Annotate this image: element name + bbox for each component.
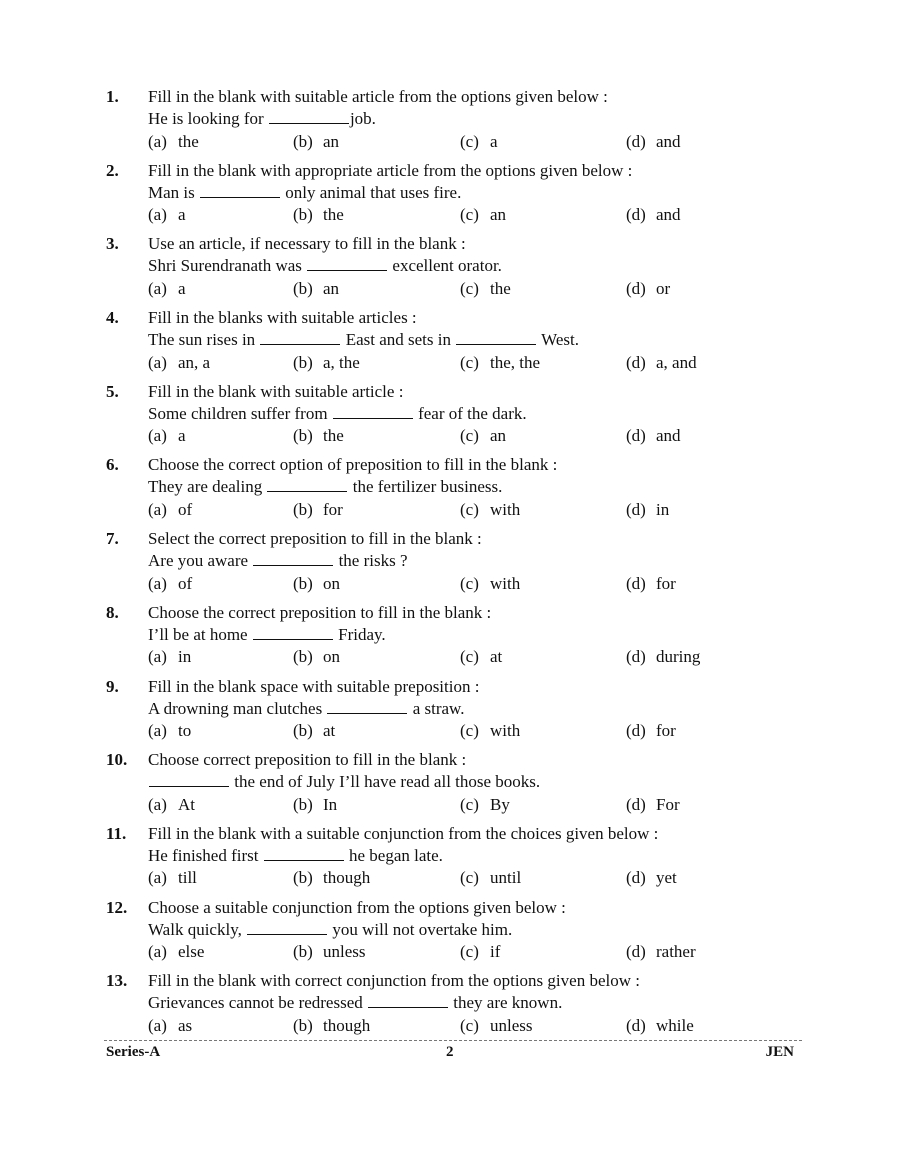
option-label: (d) bbox=[626, 573, 646, 593]
sentence-text: Shri Surendranath was bbox=[148, 256, 307, 276]
question-number: 3. bbox=[106, 234, 119, 254]
question-prompt: Fill in the blank with appropriate article from the options given below : bbox=[148, 160, 633, 180]
options-row bbox=[0, 278, 900, 300]
option-text: a bbox=[178, 278, 186, 298]
option-label: (a) bbox=[148, 352, 167, 372]
option-d bbox=[626, 352, 697, 374]
options-row bbox=[0, 499, 900, 521]
question-item bbox=[0, 823, 900, 897]
sentence-text: The sun rises in bbox=[148, 330, 260, 350]
option-d bbox=[626, 646, 700, 668]
option-label: (b) bbox=[293, 1015, 313, 1035]
option-text: unless bbox=[323, 942, 366, 962]
option-text: though bbox=[323, 868, 371, 888]
sentence-text: a straw. bbox=[408, 698, 465, 718]
option-c bbox=[460, 867, 521, 889]
option-label: (a) bbox=[148, 647, 167, 667]
question-item bbox=[0, 86, 900, 160]
option-label: (d) bbox=[626, 205, 646, 225]
option-text: for bbox=[656, 573, 676, 593]
option-label: (b) bbox=[293, 426, 313, 446]
sentence-text: only animal that uses fire. bbox=[281, 182, 462, 202]
option-d bbox=[626, 131, 681, 153]
sentence-text: the risks ? bbox=[334, 551, 408, 571]
sentence-text: Some children suffer from bbox=[148, 403, 332, 423]
question-item bbox=[0, 970, 900, 1044]
option-b bbox=[293, 499, 343, 521]
options-row bbox=[0, 794, 900, 816]
sentence-text: the end of July I’ll have read all those books. bbox=[230, 772, 541, 792]
answer-blank bbox=[200, 182, 280, 198]
question-item bbox=[0, 528, 900, 602]
question-item bbox=[0, 307, 900, 381]
option-text: At bbox=[178, 794, 195, 814]
question-list bbox=[0, 86, 900, 1044]
sentence-text: Walk quickly, bbox=[148, 919, 247, 939]
option-label: (d) bbox=[626, 721, 646, 740]
question-prompt: Select the correct preposition to fill in the blank : bbox=[148, 529, 482, 549]
sentence-text: He finished first bbox=[148, 845, 263, 865]
option-a bbox=[148, 720, 191, 742]
question-number: 12. bbox=[106, 897, 128, 917]
sentence-text: I’ll be at home bbox=[148, 624, 252, 644]
sentence-text: Friday. bbox=[333, 624, 386, 644]
question-prompt: Fill in the blank with suitable article from the options given below : bbox=[148, 87, 608, 106]
answer-blank bbox=[307, 255, 387, 271]
answer-blank bbox=[253, 624, 333, 640]
option-label: (a) bbox=[148, 794, 167, 814]
question-item bbox=[0, 749, 900, 823]
option-a bbox=[148, 204, 186, 226]
option-text: on bbox=[323, 647, 340, 667]
sentence-text: excellent orator. bbox=[388, 256, 502, 276]
answer-blank bbox=[333, 403, 413, 419]
question-number: 1. bbox=[106, 87, 119, 106]
option-label: (b) bbox=[293, 721, 313, 740]
options-row bbox=[0, 720, 900, 742]
option-label: (c) bbox=[460, 352, 479, 372]
option-label: (c) bbox=[460, 721, 479, 740]
option-text: the, the bbox=[490, 352, 541, 372]
option-c bbox=[460, 131, 498, 153]
option-label: (a) bbox=[148, 278, 167, 298]
question-prompt: Fill in the blank with suitable article : bbox=[148, 381, 404, 401]
question-item bbox=[0, 602, 900, 676]
option-text: at bbox=[490, 647, 503, 667]
option-text: and bbox=[656, 205, 681, 225]
question-sentence bbox=[148, 476, 502, 498]
option-text: to bbox=[178, 721, 192, 740]
option-text: as bbox=[178, 1015, 193, 1035]
option-text: a, and bbox=[656, 352, 697, 372]
question-sentence bbox=[148, 182, 461, 204]
option-c bbox=[460, 499, 520, 521]
options-row bbox=[0, 941, 900, 963]
question-sentence bbox=[148, 698, 464, 720]
option-text: if bbox=[490, 942, 501, 962]
option-label: (b) bbox=[293, 573, 313, 593]
option-label: (d) bbox=[626, 647, 646, 667]
option-text: in bbox=[178, 647, 192, 667]
option-d bbox=[626, 794, 680, 816]
sentence-text: He is looking for bbox=[148, 109, 268, 128]
option-d bbox=[626, 720, 676, 742]
sentence-text: They are dealing bbox=[148, 477, 267, 497]
question-sentence bbox=[148, 845, 443, 867]
option-text: in bbox=[656, 499, 670, 519]
option-text: on bbox=[323, 573, 340, 593]
question-sentence bbox=[148, 403, 527, 425]
option-label: (b) bbox=[293, 352, 313, 372]
option-a bbox=[148, 352, 210, 374]
option-b bbox=[293, 720, 335, 742]
options-row bbox=[0, 1015, 900, 1037]
question-sentence bbox=[148, 624, 386, 646]
option-label: (c) bbox=[460, 794, 479, 814]
option-text: By bbox=[490, 794, 510, 814]
option-text: In bbox=[323, 794, 338, 814]
option-text: else bbox=[178, 942, 205, 962]
option-text: at bbox=[323, 721, 336, 740]
option-text: the bbox=[323, 205, 344, 225]
option-text: of bbox=[178, 573, 193, 593]
options-row bbox=[0, 352, 900, 374]
answer-blank bbox=[149, 771, 229, 787]
option-label: (d) bbox=[626, 1015, 646, 1035]
option-a bbox=[148, 867, 197, 889]
option-text: until bbox=[490, 868, 522, 888]
question-sentence bbox=[148, 992, 562, 1014]
options-row bbox=[0, 867, 900, 889]
option-text: unless bbox=[490, 1015, 533, 1035]
option-label: (b) bbox=[293, 131, 313, 151]
option-label: (b) bbox=[293, 942, 313, 962]
sentence-text: Man is bbox=[148, 182, 199, 202]
option-text: while bbox=[656, 1015, 694, 1035]
option-label: (c) bbox=[460, 868, 479, 888]
options-row bbox=[0, 573, 900, 595]
option-text: during bbox=[656, 647, 701, 667]
question-item bbox=[0, 897, 900, 971]
option-label: (c) bbox=[460, 205, 479, 225]
options-row bbox=[0, 131, 900, 153]
option-label: (a) bbox=[148, 721, 167, 740]
question-item bbox=[0, 233, 900, 307]
option-d bbox=[626, 278, 670, 300]
option-label: (c) bbox=[460, 278, 479, 298]
sentence-text: the fertilizer business. bbox=[348, 477, 503, 497]
option-label: (d) bbox=[626, 426, 646, 446]
option-label: (a) bbox=[148, 1015, 167, 1035]
option-text: an, a bbox=[178, 352, 211, 372]
options-row bbox=[0, 646, 900, 668]
answer-blank bbox=[260, 329, 340, 345]
question-prompt: Use an article, if necessary to fill in the blank : bbox=[148, 234, 466, 254]
question-sentence bbox=[148, 255, 502, 277]
sentence-text: Grievances cannot be redressed bbox=[148, 993, 368, 1013]
option-b bbox=[293, 352, 360, 374]
answer-blank bbox=[269, 108, 349, 124]
option-d bbox=[626, 941, 696, 963]
answer-blank bbox=[267, 476, 347, 492]
option-text: a bbox=[178, 426, 186, 446]
option-label: (c) bbox=[460, 426, 479, 446]
option-label: (b) bbox=[293, 499, 313, 519]
option-label: (a) bbox=[148, 499, 167, 519]
options-row bbox=[0, 204, 900, 226]
option-label: (a) bbox=[148, 131, 167, 151]
sentence-text: East and sets in bbox=[341, 330, 456, 350]
answer-blank bbox=[247, 919, 327, 935]
question-number: 10. bbox=[106, 750, 128, 770]
option-text: a bbox=[490, 131, 498, 151]
question-sentence bbox=[148, 771, 540, 793]
page-footer bbox=[0, 1044, 900, 1066]
question-prompt: Choose the correct preposition to fill in the blank : bbox=[148, 602, 492, 622]
option-text: a, the bbox=[323, 352, 360, 372]
question-number: 8. bbox=[106, 602, 119, 622]
option-label: (d) bbox=[626, 868, 646, 888]
option-label: (b) bbox=[293, 205, 313, 225]
option-text: a bbox=[178, 205, 186, 225]
sentence-text: job. bbox=[349, 109, 376, 128]
answer-blank bbox=[327, 698, 407, 714]
option-text: with bbox=[490, 721, 521, 740]
option-text: yet bbox=[656, 868, 677, 888]
option-c bbox=[460, 204, 506, 226]
option-label: (d) bbox=[626, 942, 646, 962]
option-c bbox=[460, 1015, 533, 1037]
page-number: 2 bbox=[446, 1044, 454, 1060]
question-number: 9. bbox=[106, 676, 119, 696]
question-item bbox=[0, 160, 900, 234]
option-c bbox=[460, 425, 506, 447]
question-sentence bbox=[148, 329, 579, 351]
question-item bbox=[0, 454, 900, 528]
option-a bbox=[148, 278, 186, 300]
option-text: with bbox=[490, 499, 521, 519]
option-c bbox=[460, 794, 510, 816]
option-label: (c) bbox=[460, 131, 479, 151]
option-label: (c) bbox=[460, 942, 479, 962]
question-sentence bbox=[148, 108, 376, 130]
option-b bbox=[293, 573, 340, 595]
option-b bbox=[293, 204, 344, 226]
option-b bbox=[293, 278, 339, 300]
question-number: 2. bbox=[106, 160, 119, 180]
option-b bbox=[293, 425, 344, 447]
option-d bbox=[626, 204, 681, 226]
option-label: (b) bbox=[293, 794, 313, 814]
option-label: (b) bbox=[293, 278, 313, 298]
paper-code: JEN bbox=[765, 1044, 794, 1060]
option-label: (d) bbox=[626, 278, 646, 298]
option-text: of bbox=[178, 499, 193, 519]
option-a bbox=[148, 499, 192, 521]
option-text: the bbox=[490, 278, 511, 298]
option-label: (d) bbox=[626, 794, 646, 814]
option-c bbox=[460, 941, 500, 963]
question-prompt: Choose the correct option of preposition to fill in the blank : bbox=[148, 455, 558, 475]
sentence-text: Are you aware bbox=[148, 551, 253, 571]
question-prompt: Fill in the blank with a suitable conjunction from the choices given below : bbox=[148, 823, 659, 843]
option-text: the bbox=[178, 131, 199, 151]
option-text: the bbox=[323, 426, 344, 446]
option-label: (c) bbox=[460, 647, 479, 667]
option-text: for bbox=[656, 721, 676, 740]
option-label: (b) bbox=[293, 868, 313, 888]
option-text: For bbox=[656, 794, 680, 814]
question-prompt: Choose a suitable conjunction from the options given below : bbox=[148, 897, 566, 917]
option-text: and bbox=[656, 131, 681, 151]
option-text: an bbox=[323, 131, 340, 151]
question-sentence bbox=[148, 550, 408, 572]
option-a bbox=[148, 131, 199, 153]
question-prompt: Fill in the blank with correct conjunction from the options given below : bbox=[148, 971, 640, 991]
footer-divider bbox=[104, 1040, 802, 1041]
option-label: (b) bbox=[293, 647, 313, 667]
option-label: (d) bbox=[626, 499, 646, 519]
option-b bbox=[293, 794, 337, 816]
option-text: though bbox=[323, 1015, 371, 1035]
option-label: (a) bbox=[148, 942, 167, 962]
question-prompt: Choose correct preposition to fill in the blank : bbox=[148, 750, 467, 770]
option-c bbox=[460, 646, 502, 668]
option-a bbox=[148, 425, 186, 447]
option-label: (a) bbox=[148, 205, 167, 225]
question-number: 13. bbox=[106, 971, 128, 991]
sentence-text: you will not overtake him. bbox=[328, 919, 513, 939]
option-a bbox=[148, 646, 191, 668]
option-text: or bbox=[656, 278, 671, 298]
option-label: (c) bbox=[460, 499, 479, 519]
question-prompt: Fill in the blanks with suitable articles : bbox=[148, 308, 417, 328]
option-label: (d) bbox=[626, 131, 646, 151]
option-b bbox=[293, 1015, 370, 1037]
series-label: Series-A bbox=[106, 1044, 161, 1060]
option-label: (c) bbox=[460, 573, 479, 593]
option-text: an bbox=[490, 426, 507, 446]
answer-blank bbox=[253, 550, 333, 566]
option-b bbox=[293, 867, 370, 889]
option-d bbox=[626, 573, 676, 595]
question-number: 6. bbox=[106, 455, 119, 475]
option-a bbox=[148, 794, 195, 816]
option-label: (a) bbox=[148, 573, 167, 593]
sentence-text: they are known. bbox=[449, 993, 563, 1013]
option-text: with bbox=[490, 573, 521, 593]
question-number: 4. bbox=[106, 308, 119, 328]
option-label: (d) bbox=[626, 352, 646, 372]
option-c bbox=[460, 573, 520, 595]
option-c bbox=[460, 720, 520, 742]
option-d bbox=[626, 1015, 694, 1037]
option-a bbox=[148, 573, 192, 595]
sentence-text: he began late. bbox=[344, 845, 443, 865]
sentence-text: West. bbox=[537, 330, 579, 350]
question-number: 5. bbox=[106, 381, 119, 401]
question-sentence bbox=[148, 919, 512, 941]
answer-blank bbox=[264, 845, 344, 861]
option-text: till bbox=[178, 868, 197, 888]
question-number: 11. bbox=[106, 823, 127, 843]
option-a bbox=[148, 941, 204, 963]
option-d bbox=[626, 499, 669, 521]
sentence-text: fear of the dark. bbox=[413, 403, 527, 423]
option-text: rather bbox=[656, 942, 696, 962]
option-a bbox=[148, 1015, 192, 1037]
option-b bbox=[293, 646, 340, 668]
sentence-text: A drowning man clutches bbox=[148, 698, 327, 718]
question-prompt: Fill in the blank space with suitable preposition : bbox=[148, 676, 480, 696]
question-item bbox=[0, 676, 900, 750]
option-c bbox=[460, 278, 511, 300]
answer-blank bbox=[368, 992, 448, 1008]
option-label: (a) bbox=[148, 426, 167, 446]
question-item bbox=[0, 381, 900, 455]
option-text: an bbox=[323, 278, 340, 298]
options-row bbox=[0, 425, 900, 447]
option-text: and bbox=[656, 426, 681, 446]
option-text: an bbox=[490, 205, 507, 225]
option-label: (a) bbox=[148, 868, 167, 888]
answer-blank bbox=[456, 329, 536, 345]
option-b bbox=[293, 941, 366, 963]
option-label: (c) bbox=[460, 1015, 479, 1035]
option-d bbox=[626, 425, 681, 447]
question-number: 7. bbox=[106, 529, 119, 549]
option-c bbox=[460, 352, 540, 374]
option-d bbox=[626, 867, 677, 889]
option-b bbox=[293, 131, 339, 153]
option-text: for bbox=[323, 499, 343, 519]
